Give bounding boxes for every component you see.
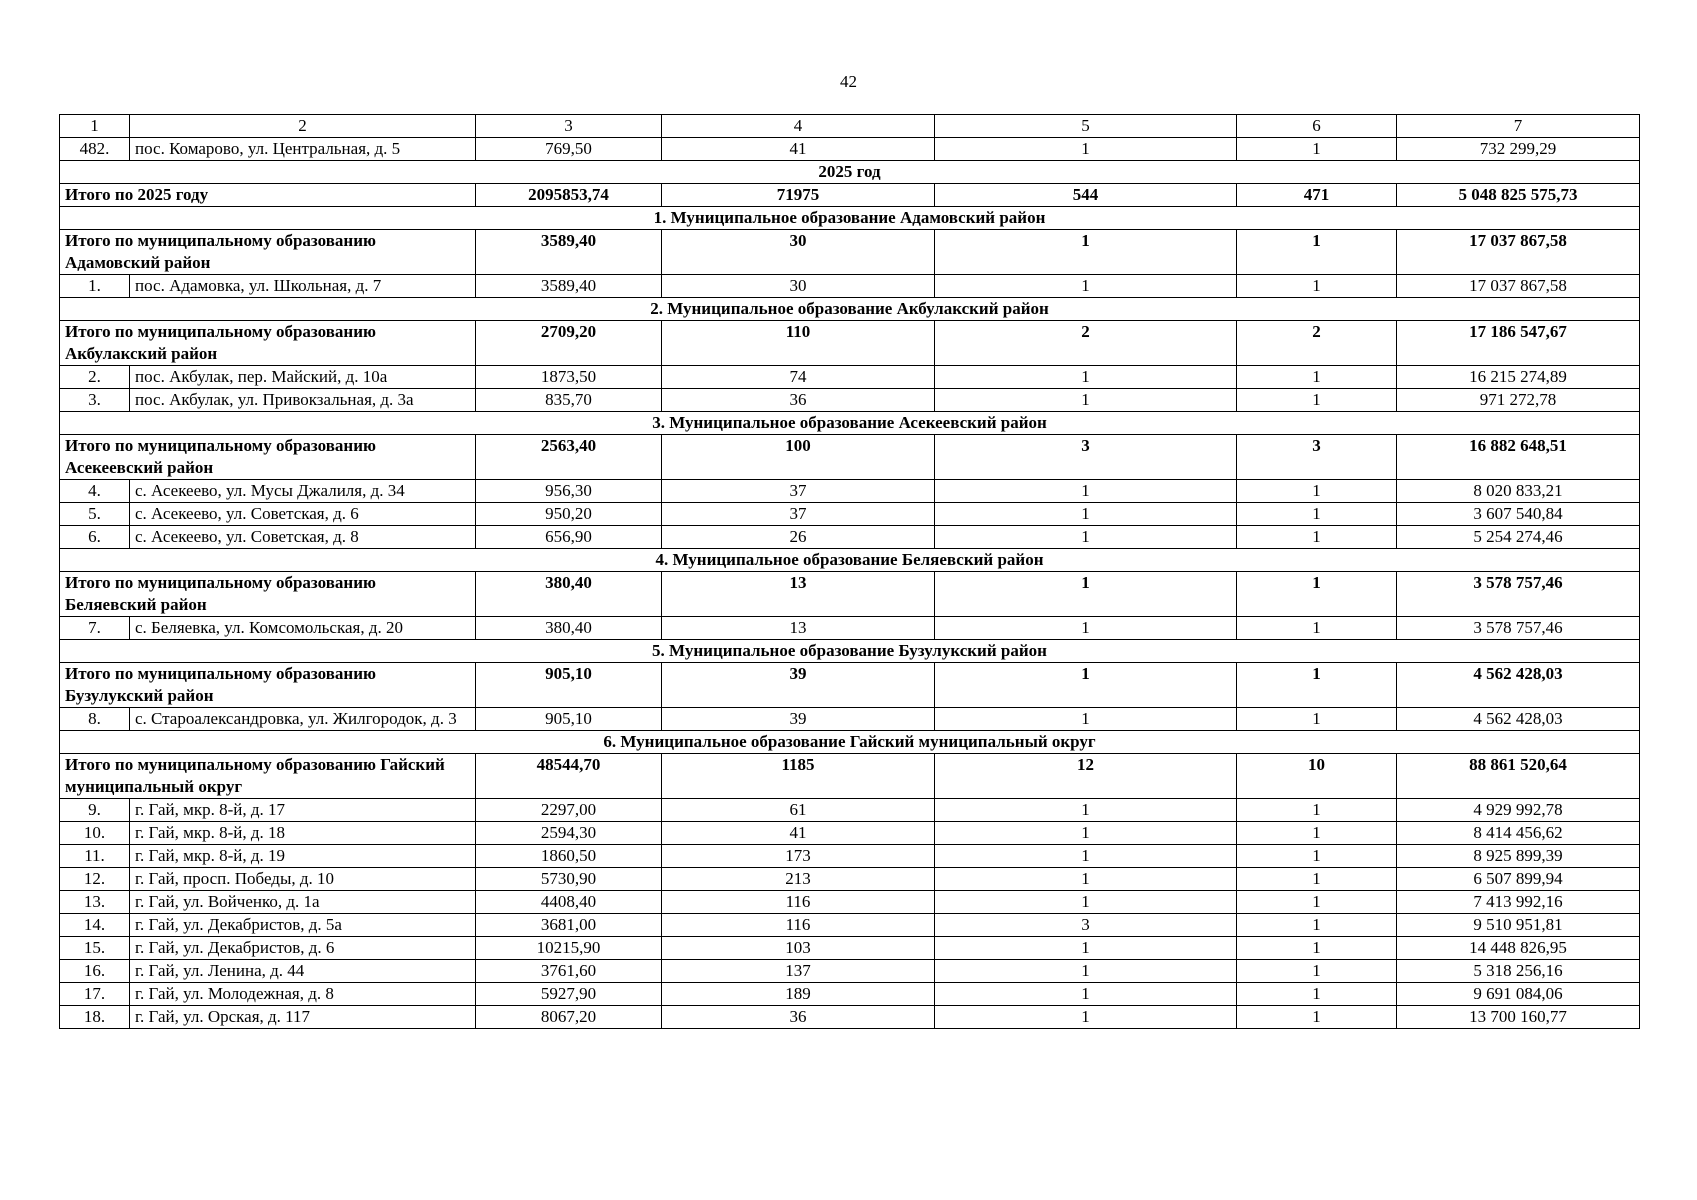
column-6-cell: 1	[1237, 960, 1397, 983]
address-cell: с. Асекеево, ул. Мусы Джалиля, д. 34	[130, 480, 476, 503]
cost-cell: 4 562 428,03	[1397, 708, 1640, 731]
table-row	[60, 275, 1640, 298]
cost-cell: 7 413 992,16	[1397, 891, 1640, 914]
total-area: 2709,20	[476, 321, 662, 366]
address-cell: с. Беляевка, ул. Комсомольская, д. 20	[130, 617, 476, 640]
total-area: 48544,70	[476, 754, 662, 799]
table-row	[60, 708, 1640, 731]
total-residents: 1185	[662, 754, 935, 799]
residents-cell: 13	[662, 617, 935, 640]
column-5-cell: 1	[935, 799, 1237, 822]
area-cell: 1873,50	[476, 366, 662, 389]
residents-cell: 189	[662, 983, 935, 1006]
address-cell: г. Гай, ул. Ленина, д. 44	[130, 960, 476, 983]
total-column-6: 10	[1237, 754, 1397, 799]
column-6-cell: 1	[1237, 845, 1397, 868]
column-number: 1	[60, 115, 130, 138]
total-column-5: 1	[935, 572, 1237, 617]
address-cell: г. Гай, просп. Победы, д. 10	[130, 868, 476, 891]
table-row	[60, 366, 1640, 389]
address-cell: пос. Адамовка, ул. Школьная, д. 7	[130, 275, 476, 298]
address-cell: г. Гай, мкр. 8-й, д. 17	[130, 799, 476, 822]
total-cost: 17 186 547,67	[1397, 321, 1640, 366]
total-row	[60, 435, 1640, 480]
total-area: 380,40	[476, 572, 662, 617]
column-6-cell: 1	[1237, 914, 1397, 937]
table-row	[60, 617, 1640, 640]
row-number: 2.	[60, 366, 130, 389]
total-column-5: 2	[935, 321, 1237, 366]
area-cell: 2594,30	[476, 822, 662, 845]
table-row	[60, 1006, 1640, 1029]
total-column-6: 2	[1237, 321, 1397, 366]
cost-cell: 3 578 757,46	[1397, 617, 1640, 640]
section-heading-row	[60, 412, 1640, 435]
area-cell: 8067,20	[476, 1006, 662, 1029]
table-body	[60, 115, 1640, 1029]
area-cell: 3761,60	[476, 960, 662, 983]
section-heading-row	[60, 298, 1640, 321]
cost-cell: 5 254 274,46	[1397, 526, 1640, 549]
address-cell: г. Гай, ул. Декабристов, д. 5а	[130, 914, 476, 937]
cost-cell: 6 507 899,94	[1397, 868, 1640, 891]
residents-cell: 36	[662, 1006, 935, 1029]
column-6-cell: 1	[1237, 389, 1397, 412]
residents-cell: 41	[662, 138, 935, 161]
residents-cell: 41	[662, 822, 935, 845]
table-row	[60, 822, 1640, 845]
total-residents: 100	[662, 435, 935, 480]
table-row	[60, 960, 1640, 983]
section-heading: 5. Муниципальное образование Бузулукский район	[60, 640, 1640, 663]
residents-cell: 37	[662, 480, 935, 503]
column-6-cell: 1	[1237, 526, 1397, 549]
year-heading-row	[60, 161, 1640, 184]
row-number: 13.	[60, 891, 130, 914]
column-6-cell: 1	[1237, 868, 1397, 891]
residents-cell: 173	[662, 845, 935, 868]
row-number: 10.	[60, 822, 130, 845]
total-row	[60, 184, 1640, 207]
table-row	[60, 389, 1640, 412]
column-5-cell: 1	[935, 275, 1237, 298]
row-number: 482.	[60, 138, 130, 161]
total-residents: 39	[662, 663, 935, 708]
total-label: Итого по муниципальному образованию Акбулакский район	[60, 321, 476, 366]
cost-cell: 8 925 899,39	[1397, 845, 1640, 868]
area-cell: 950,20	[476, 503, 662, 526]
address-cell: г. Гай, ул. Декабристов, д. 6	[130, 937, 476, 960]
section-heading-row	[60, 731, 1640, 754]
column-5-cell: 1	[935, 1006, 1237, 1029]
total-area: 3589,40	[476, 230, 662, 275]
address-cell: г. Гай, мкр. 8-й, д. 18	[130, 822, 476, 845]
cost-cell: 9 691 084,06	[1397, 983, 1640, 1006]
total-area: 905,10	[476, 663, 662, 708]
row-number: 16.	[60, 960, 130, 983]
total-cost: 88 861 520,64	[1397, 754, 1640, 799]
column-6-cell: 1	[1237, 366, 1397, 389]
table-row	[60, 983, 1640, 1006]
residents-cell: 74	[662, 366, 935, 389]
residents-cell: 103	[662, 937, 935, 960]
total-column-6: 3	[1237, 435, 1397, 480]
table-row	[60, 138, 1640, 161]
total-column-5: 1	[935, 230, 1237, 275]
column-5-cell: 1	[935, 503, 1237, 526]
cost-cell: 971 272,78	[1397, 389, 1640, 412]
table-row	[60, 937, 1640, 960]
column-5-cell: 1	[935, 891, 1237, 914]
cost-cell: 4 929 992,78	[1397, 799, 1640, 822]
area-cell: 1860,50	[476, 845, 662, 868]
row-number: 6.	[60, 526, 130, 549]
row-number: 8.	[60, 708, 130, 731]
area-cell: 835,70	[476, 389, 662, 412]
row-number: 11.	[60, 845, 130, 868]
total-cost: 5 048 825 575,73	[1397, 184, 1640, 207]
area-cell: 10215,90	[476, 937, 662, 960]
residents-cell: 137	[662, 960, 935, 983]
row-number: 17.	[60, 983, 130, 1006]
column-5-cell: 1	[935, 480, 1237, 503]
column-number-row	[60, 115, 1640, 138]
column-6-cell: 1	[1237, 708, 1397, 731]
total-cost: 17 037 867,58	[1397, 230, 1640, 275]
total-label: Итого по муниципальному образованию Гайский муниципальный округ	[60, 754, 476, 799]
address-cell: г. Гай, ул. Молодежная, д. 8	[130, 983, 476, 1006]
total-column-5: 544	[935, 184, 1237, 207]
column-6-cell: 1	[1237, 799, 1397, 822]
section-heading-row	[60, 640, 1640, 663]
column-6-cell: 1	[1237, 983, 1397, 1006]
column-6-cell: 1	[1237, 891, 1397, 914]
total-column-6: 1	[1237, 572, 1397, 617]
total-column-5: 1	[935, 663, 1237, 708]
column-6-cell: 1	[1237, 275, 1397, 298]
area-cell: 769,50	[476, 138, 662, 161]
row-number: 3.	[60, 389, 130, 412]
cost-cell: 16 215 274,89	[1397, 366, 1640, 389]
cost-cell: 13 700 160,77	[1397, 1006, 1640, 1029]
total-label: Итого по муниципальному образованию Бузулукский район	[60, 663, 476, 708]
total-label: Итого по муниципальному образованию Адамовский район	[60, 230, 476, 275]
cost-cell: 8 414 456,62	[1397, 822, 1640, 845]
residents-cell: 36	[662, 389, 935, 412]
row-number: 9.	[60, 799, 130, 822]
column-5-cell: 1	[935, 983, 1237, 1006]
area-cell: 380,40	[476, 617, 662, 640]
table-row	[60, 914, 1640, 937]
total-row	[60, 321, 1640, 366]
section-heading: 6. Муниципальное образование Гайский муниципальный округ	[60, 731, 1640, 754]
column-6-cell: 1	[1237, 1006, 1397, 1029]
area-cell: 656,90	[476, 526, 662, 549]
total-area: 2563,40	[476, 435, 662, 480]
total-cost: 3 578 757,46	[1397, 572, 1640, 617]
table-row	[60, 480, 1640, 503]
row-number: 4.	[60, 480, 130, 503]
row-number: 18.	[60, 1006, 130, 1029]
row-number: 7.	[60, 617, 130, 640]
column-number: 5	[935, 115, 1237, 138]
table-row	[60, 503, 1640, 526]
column-5-cell: 1	[935, 526, 1237, 549]
total-column-5: 3	[935, 435, 1237, 480]
table-row	[60, 845, 1640, 868]
address-cell: г. Гай, ул. Войченко, д. 1а	[130, 891, 476, 914]
address-cell: пос. Акбулак, ул. Привокзальная, д. 3а	[130, 389, 476, 412]
column-number: 6	[1237, 115, 1397, 138]
page-number: 42	[840, 72, 857, 91]
residents-cell: 39	[662, 708, 935, 731]
total-row	[60, 754, 1640, 799]
total-cost: 16 882 648,51	[1397, 435, 1640, 480]
column-6-cell: 1	[1237, 822, 1397, 845]
column-5-cell: 1	[935, 366, 1237, 389]
cost-cell: 14 448 826,95	[1397, 937, 1640, 960]
column-5-cell: 1	[935, 617, 1237, 640]
area-cell: 905,10	[476, 708, 662, 731]
housing-program-table	[59, 114, 1640, 1029]
column-6-cell: 1	[1237, 617, 1397, 640]
residents-cell: 30	[662, 275, 935, 298]
column-5-cell: 1	[935, 138, 1237, 161]
cost-cell: 9 510 951,81	[1397, 914, 1640, 937]
column-number: 4	[662, 115, 935, 138]
address-cell: с. Асекеево, ул. Советская, д. 6	[130, 503, 476, 526]
total-column-6: 1	[1237, 663, 1397, 708]
total-cost: 4 562 428,03	[1397, 663, 1640, 708]
area-cell: 3589,40	[476, 275, 662, 298]
column-5-cell: 1	[935, 868, 1237, 891]
total-row	[60, 572, 1640, 617]
row-number: 1.	[60, 275, 130, 298]
section-heading: 1. Муниципальное образование Адамовский район	[60, 207, 1640, 230]
total-row	[60, 230, 1640, 275]
section-heading-row	[60, 207, 1640, 230]
area-cell: 956,30	[476, 480, 662, 503]
address-cell: г. Гай, мкр. 8-й, д. 19	[130, 845, 476, 868]
residents-cell: 116	[662, 914, 935, 937]
total-label: Итого по муниципальному образованию Асекеевский район	[60, 435, 476, 480]
row-number: 12.	[60, 868, 130, 891]
section-heading: 4. Муниципальное образование Беляевский район	[60, 549, 1640, 572]
address-cell: пос. Комарово, ул. Центральная, д. 5	[130, 138, 476, 161]
residents-cell: 37	[662, 503, 935, 526]
cost-cell: 3 607 540,84	[1397, 503, 1640, 526]
column-number: 3	[476, 115, 662, 138]
residents-cell: 116	[662, 891, 935, 914]
column-5-cell: 1	[935, 845, 1237, 868]
column-5-cell: 1	[935, 822, 1237, 845]
section-heading-row	[60, 549, 1640, 572]
total-row	[60, 663, 1640, 708]
total-label: Итого по 2025 году	[60, 184, 476, 207]
section-heading: 3. Муниципальное образование Асекеевский район	[60, 412, 1640, 435]
year-heading: 2025 год	[60, 161, 1640, 184]
total-area: 2095853,74	[476, 184, 662, 207]
row-number: 14.	[60, 914, 130, 937]
total-residents: 30	[662, 230, 935, 275]
address-cell: г. Гай, ул. Орская, д. 117	[130, 1006, 476, 1029]
address-cell: пос. Акбулак, пер. Майский, д. 10а	[130, 366, 476, 389]
cost-cell: 17 037 867,58	[1397, 275, 1640, 298]
row-number: 5.	[60, 503, 130, 526]
area-cell: 2297,00	[476, 799, 662, 822]
table-row	[60, 891, 1640, 914]
area-cell: 4408,40	[476, 891, 662, 914]
section-heading: 2. Муниципальное образование Акбулакский район	[60, 298, 1640, 321]
total-column-6: 471	[1237, 184, 1397, 207]
cost-cell: 5 318 256,16	[1397, 960, 1640, 983]
column-5-cell: 1	[935, 708, 1237, 731]
area-cell: 5730,90	[476, 868, 662, 891]
total-residents: 71975	[662, 184, 935, 207]
column-5-cell: 1	[935, 937, 1237, 960]
column-5-cell: 3	[935, 914, 1237, 937]
column-6-cell: 1	[1237, 138, 1397, 161]
address-cell: с. Староалександровка, ул. Жилгородок, д. 3	[130, 708, 476, 731]
column-6-cell: 1	[1237, 937, 1397, 960]
area-cell: 5927,90	[476, 983, 662, 1006]
total-label: Итого по муниципальному образованию Беляевский район	[60, 572, 476, 617]
column-number: 7	[1397, 115, 1640, 138]
column-6-cell: 1	[1237, 503, 1397, 526]
total-residents: 110	[662, 321, 935, 366]
total-residents: 13	[662, 572, 935, 617]
table-row	[60, 799, 1640, 822]
total-column-6: 1	[1237, 230, 1397, 275]
residents-cell: 26	[662, 526, 935, 549]
row-number: 15.	[60, 937, 130, 960]
table-row	[60, 526, 1640, 549]
cost-cell: 8 020 833,21	[1397, 480, 1640, 503]
column-5-cell: 1	[935, 960, 1237, 983]
column-number: 2	[130, 115, 476, 138]
column-6-cell: 1	[1237, 480, 1397, 503]
cost-cell: 732 299,29	[1397, 138, 1640, 161]
total-column-5: 12	[935, 754, 1237, 799]
residents-cell: 213	[662, 868, 935, 891]
column-5-cell: 1	[935, 389, 1237, 412]
residents-cell: 61	[662, 799, 935, 822]
address-cell: с. Асекеево, ул. Советская, д. 8	[130, 526, 476, 549]
area-cell: 3681,00	[476, 914, 662, 937]
table-row	[60, 868, 1640, 891]
